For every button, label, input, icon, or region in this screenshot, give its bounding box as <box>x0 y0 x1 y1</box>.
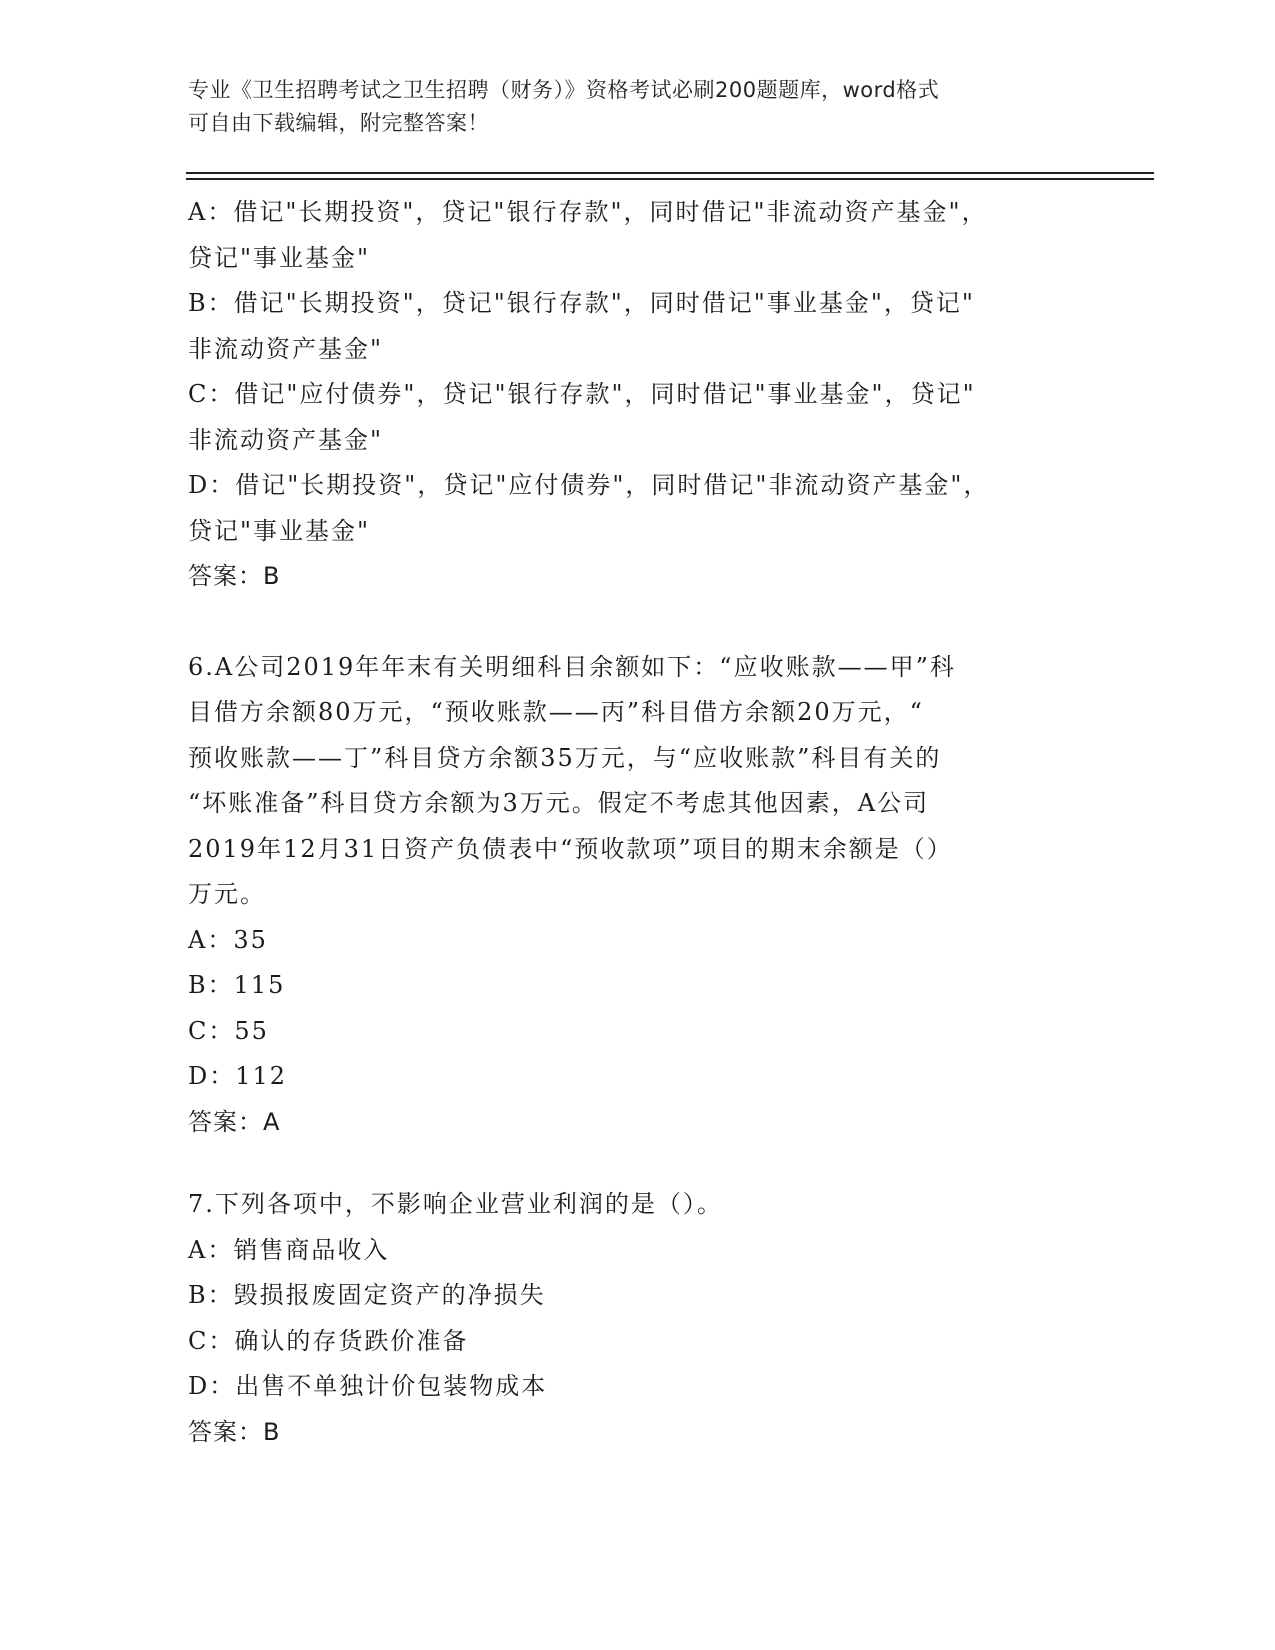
q6-option-d: D：112 <box>188 1062 288 1090</box>
q5-option-d-line-1: D：借记"长期投资"，贷记"应付债券"，同时借记"非流动资产基金"， <box>188 471 990 499</box>
question-6 <box>188 645 1088 1146</box>
q5-option-c-line-1: C：借记"应付债券"，贷记"银行存款"，同时借记"事业基金"，贷记" <box>188 380 976 408</box>
spacer <box>188 600 1088 645</box>
header-line-1: 专业《卫生招聘考试之卫生招聘（财务）》资格考试必刷200题题库，word格式 <box>188 78 940 102</box>
q5-option-d-line-2: 贷记"事业基金" <box>188 516 371 545</box>
q7-option-b: B：毁损报废固定资产的净损失 <box>188 1281 546 1309</box>
q6-option-c: C：55 <box>188 1016 269 1045</box>
q7-option-d: D：出售不单独计价包装物成本 <box>188 1372 548 1400</box>
q6-stem-line-2: 目借方余额80万元，“预收账款——丙”科目借方余额20万元，“ <box>188 698 924 726</box>
q6-stem-line-4: “坏账准备”科目贷方余额为3万元。假定不考虑其他因素，A公司 <box>188 789 930 817</box>
header-rule-bottom <box>186 178 1154 180</box>
q5-option-b-line-2: 非流动资产基金" <box>188 334 384 363</box>
q6-option-a: A：35 <box>188 925 268 954</box>
header-rule-top <box>186 172 1154 174</box>
q6-option-b: B：115 <box>188 971 286 999</box>
spacer <box>188 1145 1088 1182</box>
question-7 <box>188 1182 1088 1455</box>
q6-stem-line-5: 2019年12月31日资产负债表中“预收款项”项目的期末余额是（） <box>188 834 953 863</box>
q5-option-a-line-2: 贷记"事业基金" <box>188 243 371 272</box>
document-header <box>188 74 1068 140</box>
q7-answer: 答案：B <box>188 1417 281 1446</box>
q6-stem-line-6: 万元。 <box>188 880 266 908</box>
q5-option-a-line-1: A：借记"长期投资"，贷记"银行存款"，同时借记"非流动资产基金"， <box>188 198 988 226</box>
q6-stem-line-3: 预收账款——丁”科目贷方余额35万元，与“应收账款”科目有关的 <box>188 743 942 772</box>
q7-option-c: C：确认的存货跌价准备 <box>188 1326 469 1355</box>
q7-stem: 7.下列各项中，不影响企业营业利润的是（）。 <box>188 1190 723 1218</box>
question-5-options <box>188 190 1088 600</box>
q5-answer: 答案：B <box>188 562 281 590</box>
q7-option-a: A：销售商品收入 <box>188 1235 390 1264</box>
question-content <box>188 190 1088 1455</box>
header-line-2: 可自由下载编辑，附完整答案！ <box>188 111 489 135</box>
q6-stem-line-1: 6.A公司2019年年末有关明细科目余额如下：“应收账款——甲”科 <box>188 652 956 681</box>
q5-option-b-line-1: B：借记"长期投资"，贷记"银行存款"，同时借记"事业基金"，贷记" <box>188 289 975 317</box>
q6-answer: 答案：A <box>188 1107 281 1136</box>
q5-option-c-line-2: 非流动资产基金" <box>188 425 384 454</box>
